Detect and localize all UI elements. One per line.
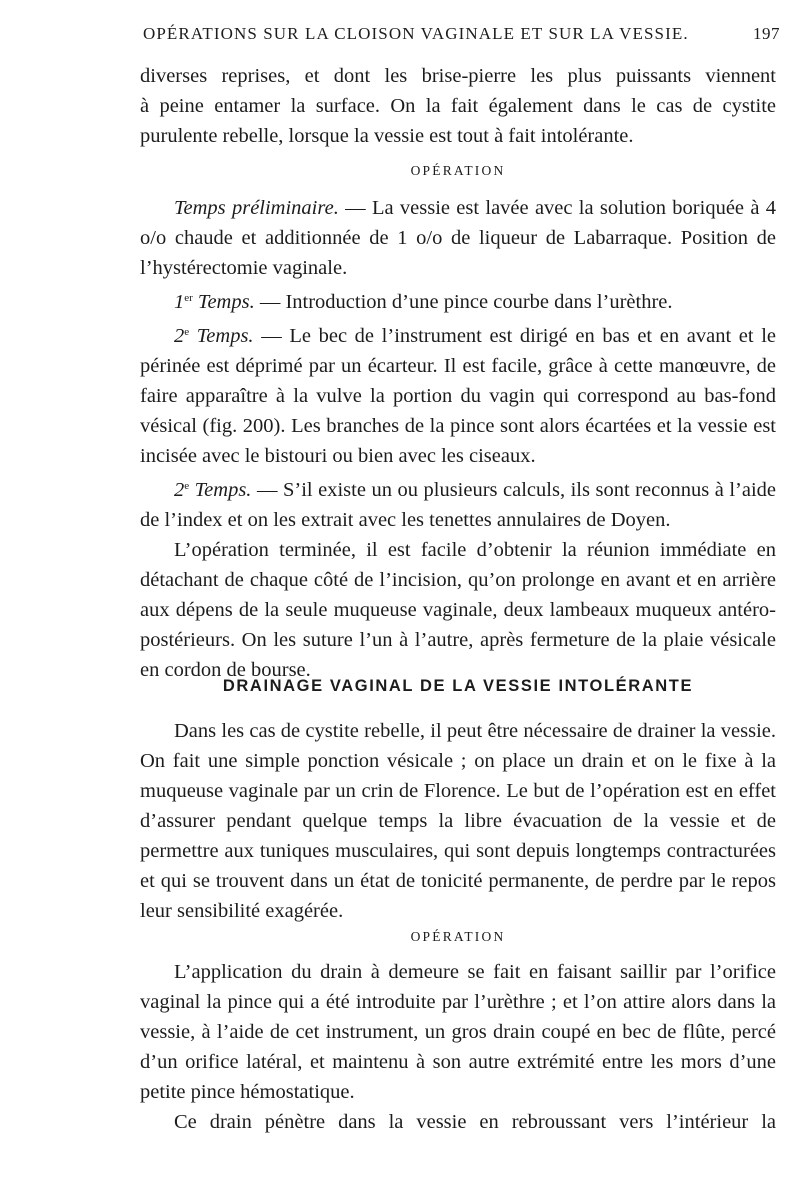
step-1-paragraph [140,283,776,317]
operation-heading-2: OPÉRATION [410,929,506,944]
step-3-label: Temps. [189,479,252,501]
step-1-text: — Introduction d’une pince courbe dans l’urèthre. [254,291,673,313]
operation-2-paragraph-1: L’application du drain à demeure se fait en faisant saillir par l’orifice vaginal la pince qui a été introduite par l’urèthre ; et l’on attire alors dans la vessie, à l’aide de cet instrument, un gros drain coupé en bec de flûte, percé d’un orifice latéral, et maintenu à son autre extrémité entre les mors d’une petite pince hémostatique. [140,961,776,1103]
section-body [140,716,776,926]
operation-1-body [140,193,776,685]
preliminary-text: — La vessie est lavée avec la solution boriquée à 4 o/o chaude et additionnée de 1 o/o de liqueur de Labarraque. Position de l’hystérectomie vaginale. [140,197,776,279]
intro-line-3: purulente rebelle, lorsque la vessie est tout à fait intolérante. [140,125,634,147]
preliminary-paragraph [140,193,776,283]
section-paragraph: Dans les cas de cystite rebelle, il peut être nécessaire de drainer la vessie. On fait une simple ponction vésicale ; on place un drain et on le fixe à la muqueuse vaginale par un crin de Florence. Le but de l’opération est en effet d’assurer pendant quelque temps la libre évacuation de la vessie et de permettre aux tuniques musculaires, qui sont depuis longtemps contracturées et qui se trouvent dans un état de tonicité permanente, de perdre par le repos leur sensibilité exagérée. [140,720,776,922]
section-heading: DRAINAGE VAGINAL DE LA VESSIE INTOLÉRANTE [222,677,694,695]
intro-line-1: diverses reprises, et dont les brise-pierre les plus puissants viennent [140,65,776,87]
operation-2-body [140,957,776,1137]
preliminary-label: Temps préliminaire. [174,197,339,219]
step-2-text: — Le bec de l’instrument est dirigé en bas et en avant et le périnée est déprimé par un écarteur. Il est facile, grâce à cette manœuvre, de faire apparaître à la vulve la portion du vagin qui correspond au bas-fond vésical (fig. 200). Les branches de la pince sont alors écartées et la vessie est incisée avec le bistouri ou bien avec les ciseaux. [140,325,777,467]
step-1-ordinal-sup: er [184,292,193,304]
step-3-text: — S’il existe un ou plusieurs calculs, ils sont reconnus à l’aide de l’index et on les extrait avec les tenettes annulaires de Doyen. [140,479,776,531]
operation-heading-1: OPÉRATION [410,163,506,178]
step-3-ordinal-sup: e [184,480,190,492]
closing-paragraph: L’opération terminée, il est facile d’obtenir la réunion immédiate en détachant de chaque côté de l’incision, qu’on prolonge en avant et en arrière aux dépens de la seule muqueuse vaginale, deux lambeaux muqueux antéro-postérieurs. On les suture l’un à l’autre, après fermeture de la plaie vésicale en cordon de bourse. [140,539,776,681]
intro-line-2: à peine entamer la surface. On la fait également dans le cas de cystite [140,95,776,117]
step-1-ordinal: 1 [174,291,185,313]
step-2-ordinal: 2 [174,325,185,347]
step-2-paragraph [140,317,776,471]
operation-2-paragraph-2: Ce drain pénètre dans la vessie en rebroussant vers l’intérieur la [174,1111,776,1133]
page-number: 197 [753,24,780,43]
intro-paragraph [140,61,776,151]
running-title: OPÉRATIONS SUR LA CLOISON VAGINALE ET SUR LA VESSIE. [143,24,689,43]
step-3-paragraph [140,471,776,535]
step-3-ordinal: 2 [174,479,185,501]
step-2-ordinal-sup: e [184,326,190,338]
step-1-label: Temps. [192,291,255,313]
step-2-label: Temps. [189,325,254,347]
running-header [143,24,780,54]
